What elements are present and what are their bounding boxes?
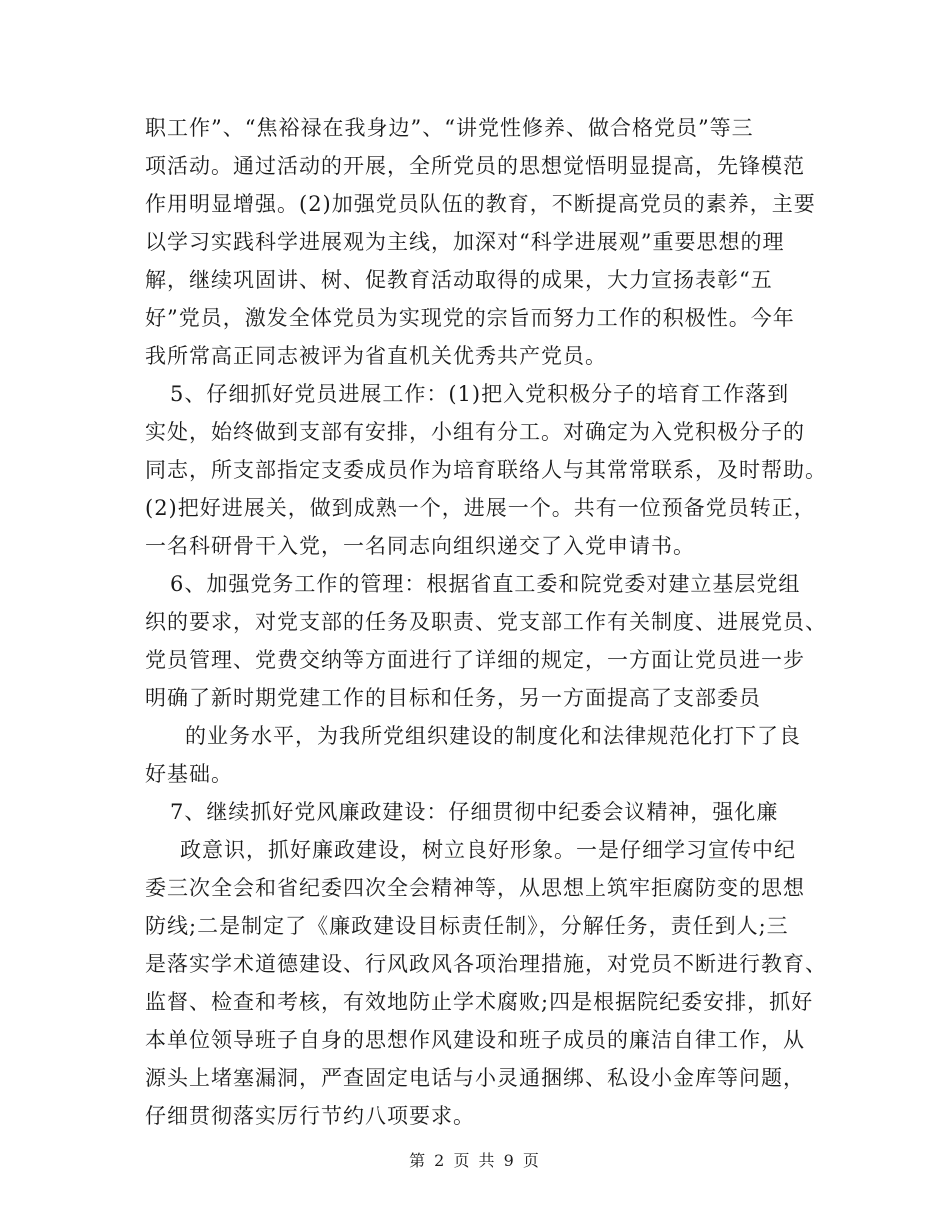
text-line: 解，继续巩固讲、树、促教育活动取得的成果，大力宣扬表彰“五 [145, 268, 773, 292]
text-line: 7、继续抓好党风廉政建设：仔细贯彻中纪委会议精神，强化廉 [170, 800, 779, 824]
text-line: 以学习实践科学进展观为主线，加深对“科学进展观”重要思想的理 [145, 230, 785, 254]
text-line: 实处，始终做到支部有安排，小组有分工。对确定为入党积极分子的 [145, 420, 805, 444]
text-line: 监督、检查和考核，有效地防止学术腐败;四是根据院纪委安排，抓好 [145, 990, 814, 1014]
page-number-footer: 第 2 页 共 9 页 [409, 1151, 541, 1170]
text-line: 6、加强党务工作的管理：根据省直工委和院党委对建立基层党组 [170, 572, 801, 596]
text-line: 防线;二是制定了《廉政建设目标责任制》，分解任务，责任到人;三 [145, 914, 789, 938]
text-line: 职工作”、“焦裕禄在我身边”、“讲党性修养、做合格党员”等三 [145, 116, 754, 140]
text-line: 明确了新时期党建工作的目标和任务，另一方面提高了支部委员 [145, 686, 761, 710]
text-line: 是落实学术道德建设、行风政风各项治理措施，对党员不断进行教育、 [145, 952, 827, 976]
text-line: 一名科研骨干入党，一名同志向组织递交了入党申请书。 [145, 534, 695, 558]
text-line: 同志，所支部指定支委成员作为培育联络人与其常常联系，及时帮助。 [145, 458, 827, 482]
text-line: 政意识，抓好廉政建设，树立良好形象。一是仔细学习宣传中纪 [180, 838, 796, 862]
text-line: 仔细贯彻落实厉行节约八项要求。 [145, 1104, 475, 1128]
text-line: 项活动。通过活动的开展，全所党员的思想觉悟明显提高，先锋模范 [145, 154, 805, 178]
text-line: 好基础。 [145, 762, 233, 786]
text-line: 作用明显增强。(2)加强党员队伍的教育，不断提高党员的素养，主要 [145, 192, 816, 216]
text-line: 党员管理、党费交纳等方面进行了详细的规定，一方面让党员进一步 [145, 648, 805, 672]
text-line: 好”党员，激发全体党员为实现党的宗旨而努力工作的积极性。今年 [145, 306, 795, 330]
text-line: 的业务水平，为我所党组织建设的制度化和法律规范化打下了良 [185, 724, 801, 748]
text-line: 本单位领导班子自身的思想作风建设和班子成员的廉洁自律工作，从 [145, 1028, 805, 1052]
text-line: 5、仔细抓好党员进展工作：(1)把入党积极分子的培育工作落到 [170, 382, 790, 406]
text-line: (2)把好进展关，做到成熟一个，进展一个。共有一位预备党员转正， [145, 496, 816, 520]
text-line: 委三次全会和省纪委四次全会精神等，从思想上筑牢拒腐防变的思想 [145, 876, 805, 900]
text-line: 织的要求，对党支部的任务及职责、党支部工作有关制度、进展党员、 [145, 610, 827, 634]
text-line: 我所常高正同志被评为省直机关优秀共产党员。 [145, 344, 607, 368]
text-line: 源头上堵塞漏洞，严查固定电话与小灵通捆绑、私设小金库等问题， [145, 1066, 805, 1090]
